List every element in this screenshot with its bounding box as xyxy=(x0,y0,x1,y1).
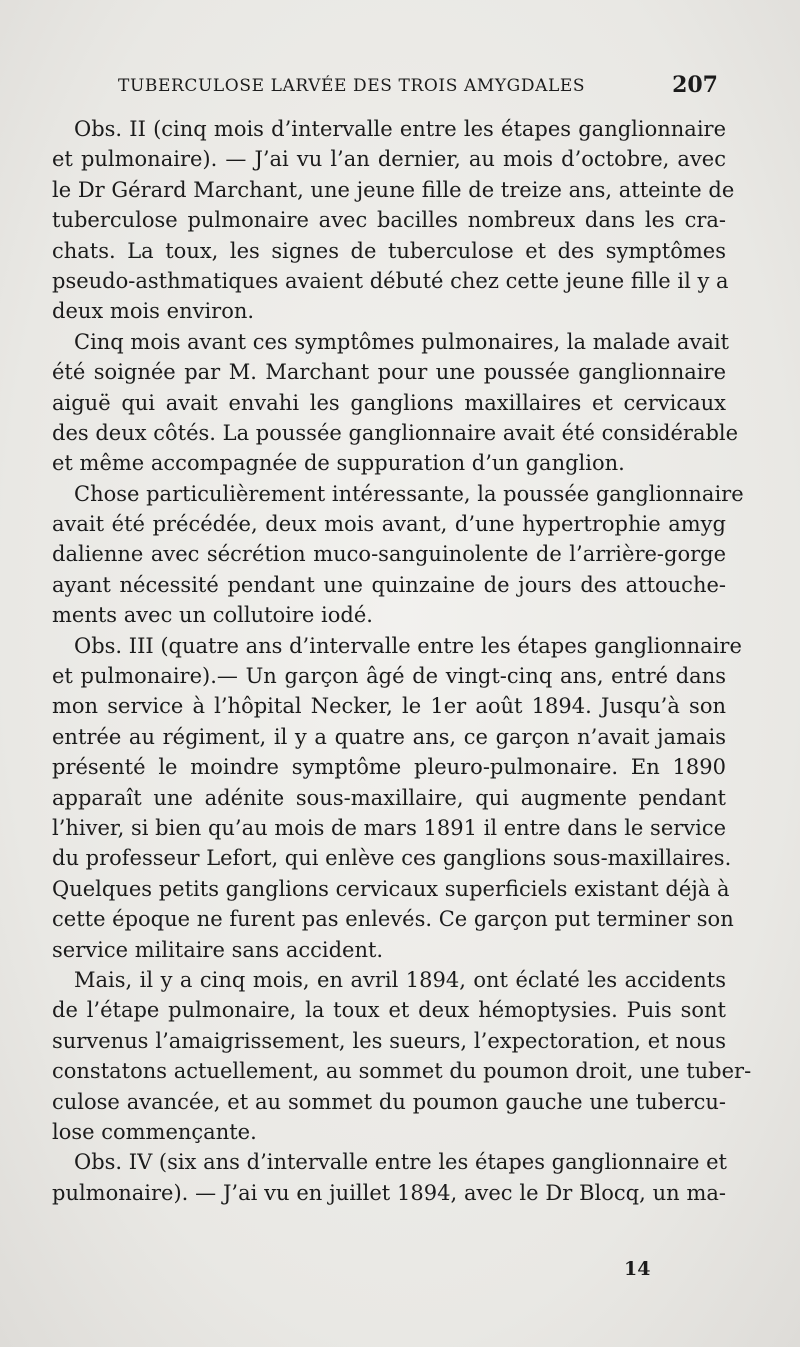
text-line: Quelques petits ganglions cervicaux superficiels existant déjà à xyxy=(52,876,730,901)
text-line: cette époque ne furent pas enlevés. Ce garçon put terminer son xyxy=(52,907,734,932)
text-line: le Dr Gérard Marchant, une jeune fille de treize ans, atteinte de xyxy=(52,177,735,202)
text-line: Mais, il y a cinq mois, en avril 1894, ont éclaté les accidents xyxy=(74,967,726,992)
text-line: service militaire sans accident. xyxy=(52,937,384,962)
text-line: Chose particulièrement intéressante, la poussée ganglionnaire xyxy=(74,481,744,506)
text-line: chats. La toux, les signes de tuberculose et des symptômes xyxy=(52,238,726,263)
text-line: pseudo-asthmatiques avaient débuté chez cette jeune fille il y a xyxy=(52,268,729,293)
text-line: pulmonaire). — J’ai vu en juillet 1894, avec le Dr Blocq, un ma- xyxy=(52,1180,726,1205)
text-line: entrée au régiment, il y a quatre ans, ce garçon n’avait jamais xyxy=(52,724,726,749)
text-line: du professeur Lefort, qui enlève ces ganglions sous-maxillaires. xyxy=(52,846,732,871)
text-line: ayant nécessité pendant une quinzaine de jours des attouche- xyxy=(52,572,726,597)
text-line: Obs. IV (six ans d’intervalle entre les étapes ganglionnaire et xyxy=(74,1150,727,1175)
text-line: aiguë qui avait envahi les ganglions maxillaires et cervicaux xyxy=(52,390,726,415)
text-line: et pulmonaire). — J’ai vu l’an dernier, au mois d’octobre, avec xyxy=(52,147,726,172)
running-title: TUBERCULOSE LARVÉE DES TROIS AMYGDALES xyxy=(118,76,586,96)
signature-mark: 14 xyxy=(624,1258,651,1280)
text-line: tuberculose pulmonaire avec bacilles nombreux dans les cra- xyxy=(52,208,726,233)
text-line: constatons actuellement, au sommet du poumon droit, une tuber- xyxy=(52,1059,752,1084)
text-line: et même accompagnée de suppuration d’un ganglion. xyxy=(52,451,625,476)
text-line: Cinq mois avant ces symptômes pulmonaires, la malade avait xyxy=(74,329,729,354)
text-line: ments avec un collutoire iodé. xyxy=(52,603,373,628)
text-line: l’hiver, si bien qu’au mois de mars 1891 il entre dans le service xyxy=(52,815,727,840)
text-line: Obs. III (quatre ans d’intervalle entre les étapes ganglionnaire xyxy=(74,633,742,658)
text-line: présenté le moindre symptôme pleuro-pulmonaire. En 1890 xyxy=(52,755,726,780)
text-line: mon service à l’hôpital Necker, le 1er août 1894. Jusqu’à son xyxy=(52,694,726,719)
text-line: été soignée par M. Marchant pour une poussée ganglionnaire xyxy=(52,360,726,385)
text-line: apparaît une adénite sous-maxillaire, qui augmente pendant xyxy=(52,785,726,810)
text-line: culose avancée, et au sommet du poumon gauche une tubercu- xyxy=(52,1089,726,1114)
body-text xyxy=(52,114,752,1208)
text-line: et pulmonaire).— Un garçon âgé de vingt-cinq ans, entré dans xyxy=(52,664,726,689)
text-line: Obs. II (cinq mois d’intervalle entre les étapes ganglionnaire xyxy=(74,117,726,141)
text-line: survenus l’amaigrissement, les sueurs, l’expectoration, et nous xyxy=(52,1028,726,1053)
text-line: avait été précédée, deux mois avant, d’une hypertrophie amyg xyxy=(52,512,726,537)
text-line: des deux côtés. La poussée ganglionnaire avait été considérable xyxy=(52,420,739,445)
page-header xyxy=(118,72,718,102)
text-line: de l’étape pulmonaire, la toux et deux hémoptysies. Puis sont xyxy=(52,998,726,1023)
text-line: lose commençante. xyxy=(52,1119,257,1144)
page-number: 207 xyxy=(672,72,718,98)
text-line: dalienne avec sécrétion muco-sanguinolente de l’arrière-gorge xyxy=(52,542,726,567)
text-line: deux mois environ. xyxy=(52,299,255,324)
